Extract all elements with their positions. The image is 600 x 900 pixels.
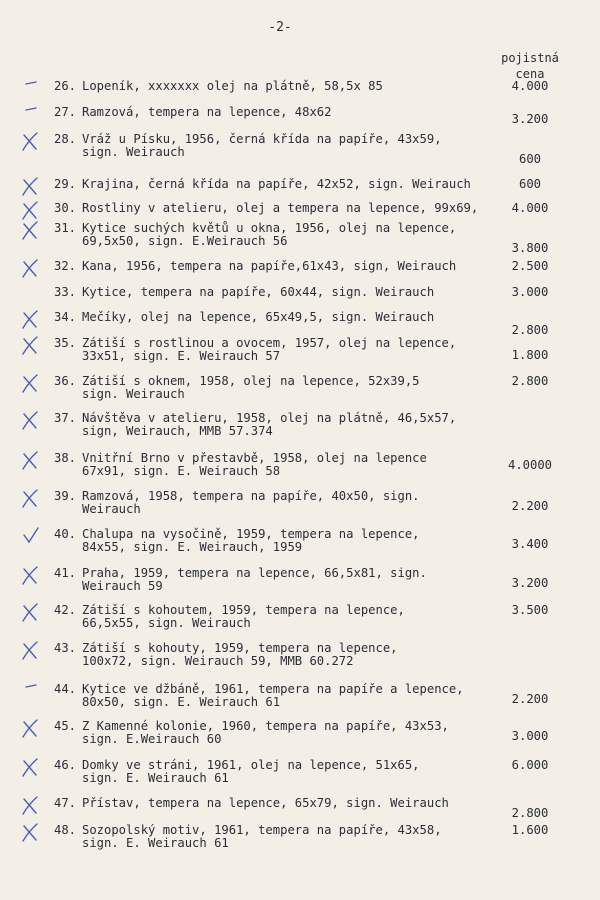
- inventory-entry: [0, 528, 600, 562]
- entry-number: 26.: [53, 79, 76, 93]
- entry-description-line: Vnitřní Brno v přestavbě, 1958, olej na lepence: [82, 451, 427, 465]
- entry-number: 44.: [53, 682, 76, 696]
- insurance-value: 4.000: [511, 79, 549, 93]
- inventory-entry: [0, 452, 600, 486]
- entry-number: 30.: [53, 201, 76, 215]
- entry-description-line: Kytice suchých květů u okna, 1956, olej na lepence,: [82, 221, 457, 235]
- page-number: -2-: [268, 20, 292, 35]
- entry-number: 42.: [53, 603, 76, 617]
- entry-number: 47.: [53, 796, 76, 810]
- entry-number: 40.: [53, 527, 76, 541]
- entry-description-line: Zátiší s rostlinou a ovocem, 1957, olej na lepence,: [82, 336, 457, 350]
- entry-description-line: Zátiší s oknem, 1958, olej na lepence, 52x39,5: [82, 374, 420, 388]
- entry-number: 38.: [53, 451, 76, 465]
- header-line-2: cena: [515, 67, 545, 81]
- entry-description-line: Ramzová, tempera na lepence, 48x62: [82, 105, 332, 119]
- entry-description-line: Zátiší s kohoutem, 1959, tempera na lepence,: [82, 603, 405, 617]
- insurance-value: 2.800: [511, 374, 549, 388]
- entry-number: 31.: [53, 221, 76, 235]
- entry-number: 27.: [53, 105, 76, 119]
- entry-description-line: Vráž u Písku, 1956, černá křída na papíře, 43x59,: [82, 132, 442, 146]
- entry-number: 46.: [53, 758, 76, 772]
- inventory-entry: [0, 604, 600, 638]
- insurance-value: 600: [518, 152, 541, 166]
- entry-description-line: 33x51, sign. E. Weirauch 57: [82, 349, 281, 363]
- insurance-value: 2.800: [511, 806, 549, 820]
- insurance-value: 1.800: [511, 348, 549, 362]
- entry-description-line: 80x50, sign. E. Weirauch 61: [82, 695, 281, 709]
- entry-description-line: Chalupa na vysočině, 1959, tempera na lepence,: [82, 527, 420, 541]
- entry-description-line: 67x91, sign. E. Weirauch 58: [82, 464, 281, 478]
- entry-number: 36.: [53, 374, 76, 388]
- insurance-value: 3.000: [511, 729, 549, 743]
- entry-number: 29.: [53, 177, 76, 191]
- insurance-value: 2.200: [511, 499, 549, 513]
- insurance-value: 3.800: [511, 241, 549, 255]
- inventory-entry: [0, 720, 600, 754]
- inventory-entry: [0, 759, 600, 793]
- inventory-entry: [0, 683, 600, 717]
- entry-description-line: Krajina, černá křída na papíře, 42x52, sign. Weirauch: [82, 177, 471, 191]
- insurance-value: 3.000: [511, 285, 549, 299]
- entry-number: 37.: [53, 411, 76, 425]
- inventory-entry: [0, 490, 600, 524]
- entry-description-line: Ramzová, 1958, tempera na papíře, 40x50, sign.: [82, 489, 420, 503]
- inventory-entry: [0, 412, 600, 446]
- inventory-entry: [0, 375, 600, 409]
- insurance-value: 6.000: [511, 758, 549, 772]
- entry-description-line: Weirauch: [82, 502, 141, 516]
- entry-description-line: Kytice ve džbáně, 1961, tempera na papíře a lepence,: [82, 682, 464, 696]
- inventory-entry: [0, 222, 600, 256]
- entry-description-line: Sozopolský motiv, 1961, tempera na papíře, 43x58,: [82, 823, 442, 837]
- entry-number: 43.: [53, 641, 76, 655]
- inventory-entry: [0, 642, 600, 676]
- entry-description-line: Praha, 1959, tempera na lepence, 66,5x81, sign.: [82, 566, 427, 580]
- entry-description-line: 69,5x50, sign. E.Weirauch 56: [82, 234, 288, 248]
- entry-description-line: Přístav, tempera na lepence, 65x79, sign. Weirauch: [82, 796, 449, 810]
- entry-description-line: sign. E. Weirauch 61: [82, 836, 229, 850]
- entry-description-line: sign, Weirauch, MMB 57.374: [82, 424, 273, 438]
- entry-number: 32.: [53, 259, 76, 273]
- insurance-value: 2.800: [511, 323, 549, 337]
- insurance-value-header: [490, 50, 570, 82]
- insurance-value: 4.000: [511, 201, 549, 215]
- insurance-value: 3.200: [511, 576, 549, 590]
- entry-number: 48.: [53, 823, 76, 837]
- insurance-value: 3.200: [511, 112, 549, 126]
- insurance-value: 2.500: [511, 259, 549, 273]
- entry-description-line: Kytice, tempera na papíře, 60x44, sign. Weirauch: [82, 285, 435, 299]
- inventory-entry: [0, 567, 600, 601]
- insurance-value: 1.600: [511, 823, 549, 837]
- entry-number: 34.: [53, 310, 76, 324]
- entry-number: 45.: [53, 719, 76, 733]
- entry-description-line: Rostliny v atelieru, olej a tempera na lepence, 99x69,: [82, 201, 479, 215]
- insurance-value: 3.400: [511, 537, 549, 551]
- entry-description-line: Zátiší s kohouty, 1959, tempera na lepence,: [82, 641, 398, 655]
- inventory-entry: [0, 133, 600, 167]
- entry-number: 28.: [53, 132, 76, 146]
- entry-description-line: Mečíky, olej na lepence, 65x49,5, sign. Weirauch: [82, 310, 435, 324]
- entry-description-line: Lopeník, xxxxxxx olej na plátně, 58,5x 85: [82, 79, 383, 93]
- entry-description-line: sign. Weirauch: [82, 387, 185, 401]
- entry-description-line: Z Kamenné kolonie, 1960, tempera na papíře, 43x53,: [82, 719, 449, 733]
- entry-description-line: sign. E. Weirauch 61: [82, 771, 229, 785]
- entry-number: 33.: [53, 285, 76, 299]
- entry-description-line: Weirauch 59: [82, 579, 163, 593]
- entry-number: 35.: [53, 336, 76, 350]
- inventory-entry: [0, 824, 600, 858]
- insurance-value: 600: [518, 177, 541, 191]
- inventory-entry: [0, 337, 600, 371]
- entry-description-line: 66,5x55, sign. Weirauch: [82, 616, 251, 630]
- entry-description-line: 84x55, sign. E. Weirauch, 1959: [82, 540, 303, 554]
- entry-description-line: Návštěva v atelieru, 1958, olej na plátně, 46,5x57,: [82, 411, 457, 425]
- entry-description-line: Kana, 1956, tempera na papíře,61x43, sign, Weirauch: [82, 259, 457, 273]
- header-line-1: pojistná: [501, 51, 559, 65]
- insurance-value: 4.0000: [507, 458, 553, 472]
- insurance-value: 3.500: [511, 603, 549, 617]
- entry-number: 41.: [53, 566, 76, 580]
- insurance-value: 2.200: [511, 692, 549, 706]
- entry-description-line: 100x72, sign. Weirauch 59, MMB 60.272: [82, 654, 354, 668]
- entry-description-line: sign. Weirauch: [82, 145, 185, 159]
- entry-description-line: sign. E.Weirauch 60: [82, 732, 222, 746]
- entry-number: 39.: [53, 489, 76, 503]
- entry-description-line: Domky ve stráni, 1961, olej na lepence, 51x65,: [82, 758, 420, 772]
